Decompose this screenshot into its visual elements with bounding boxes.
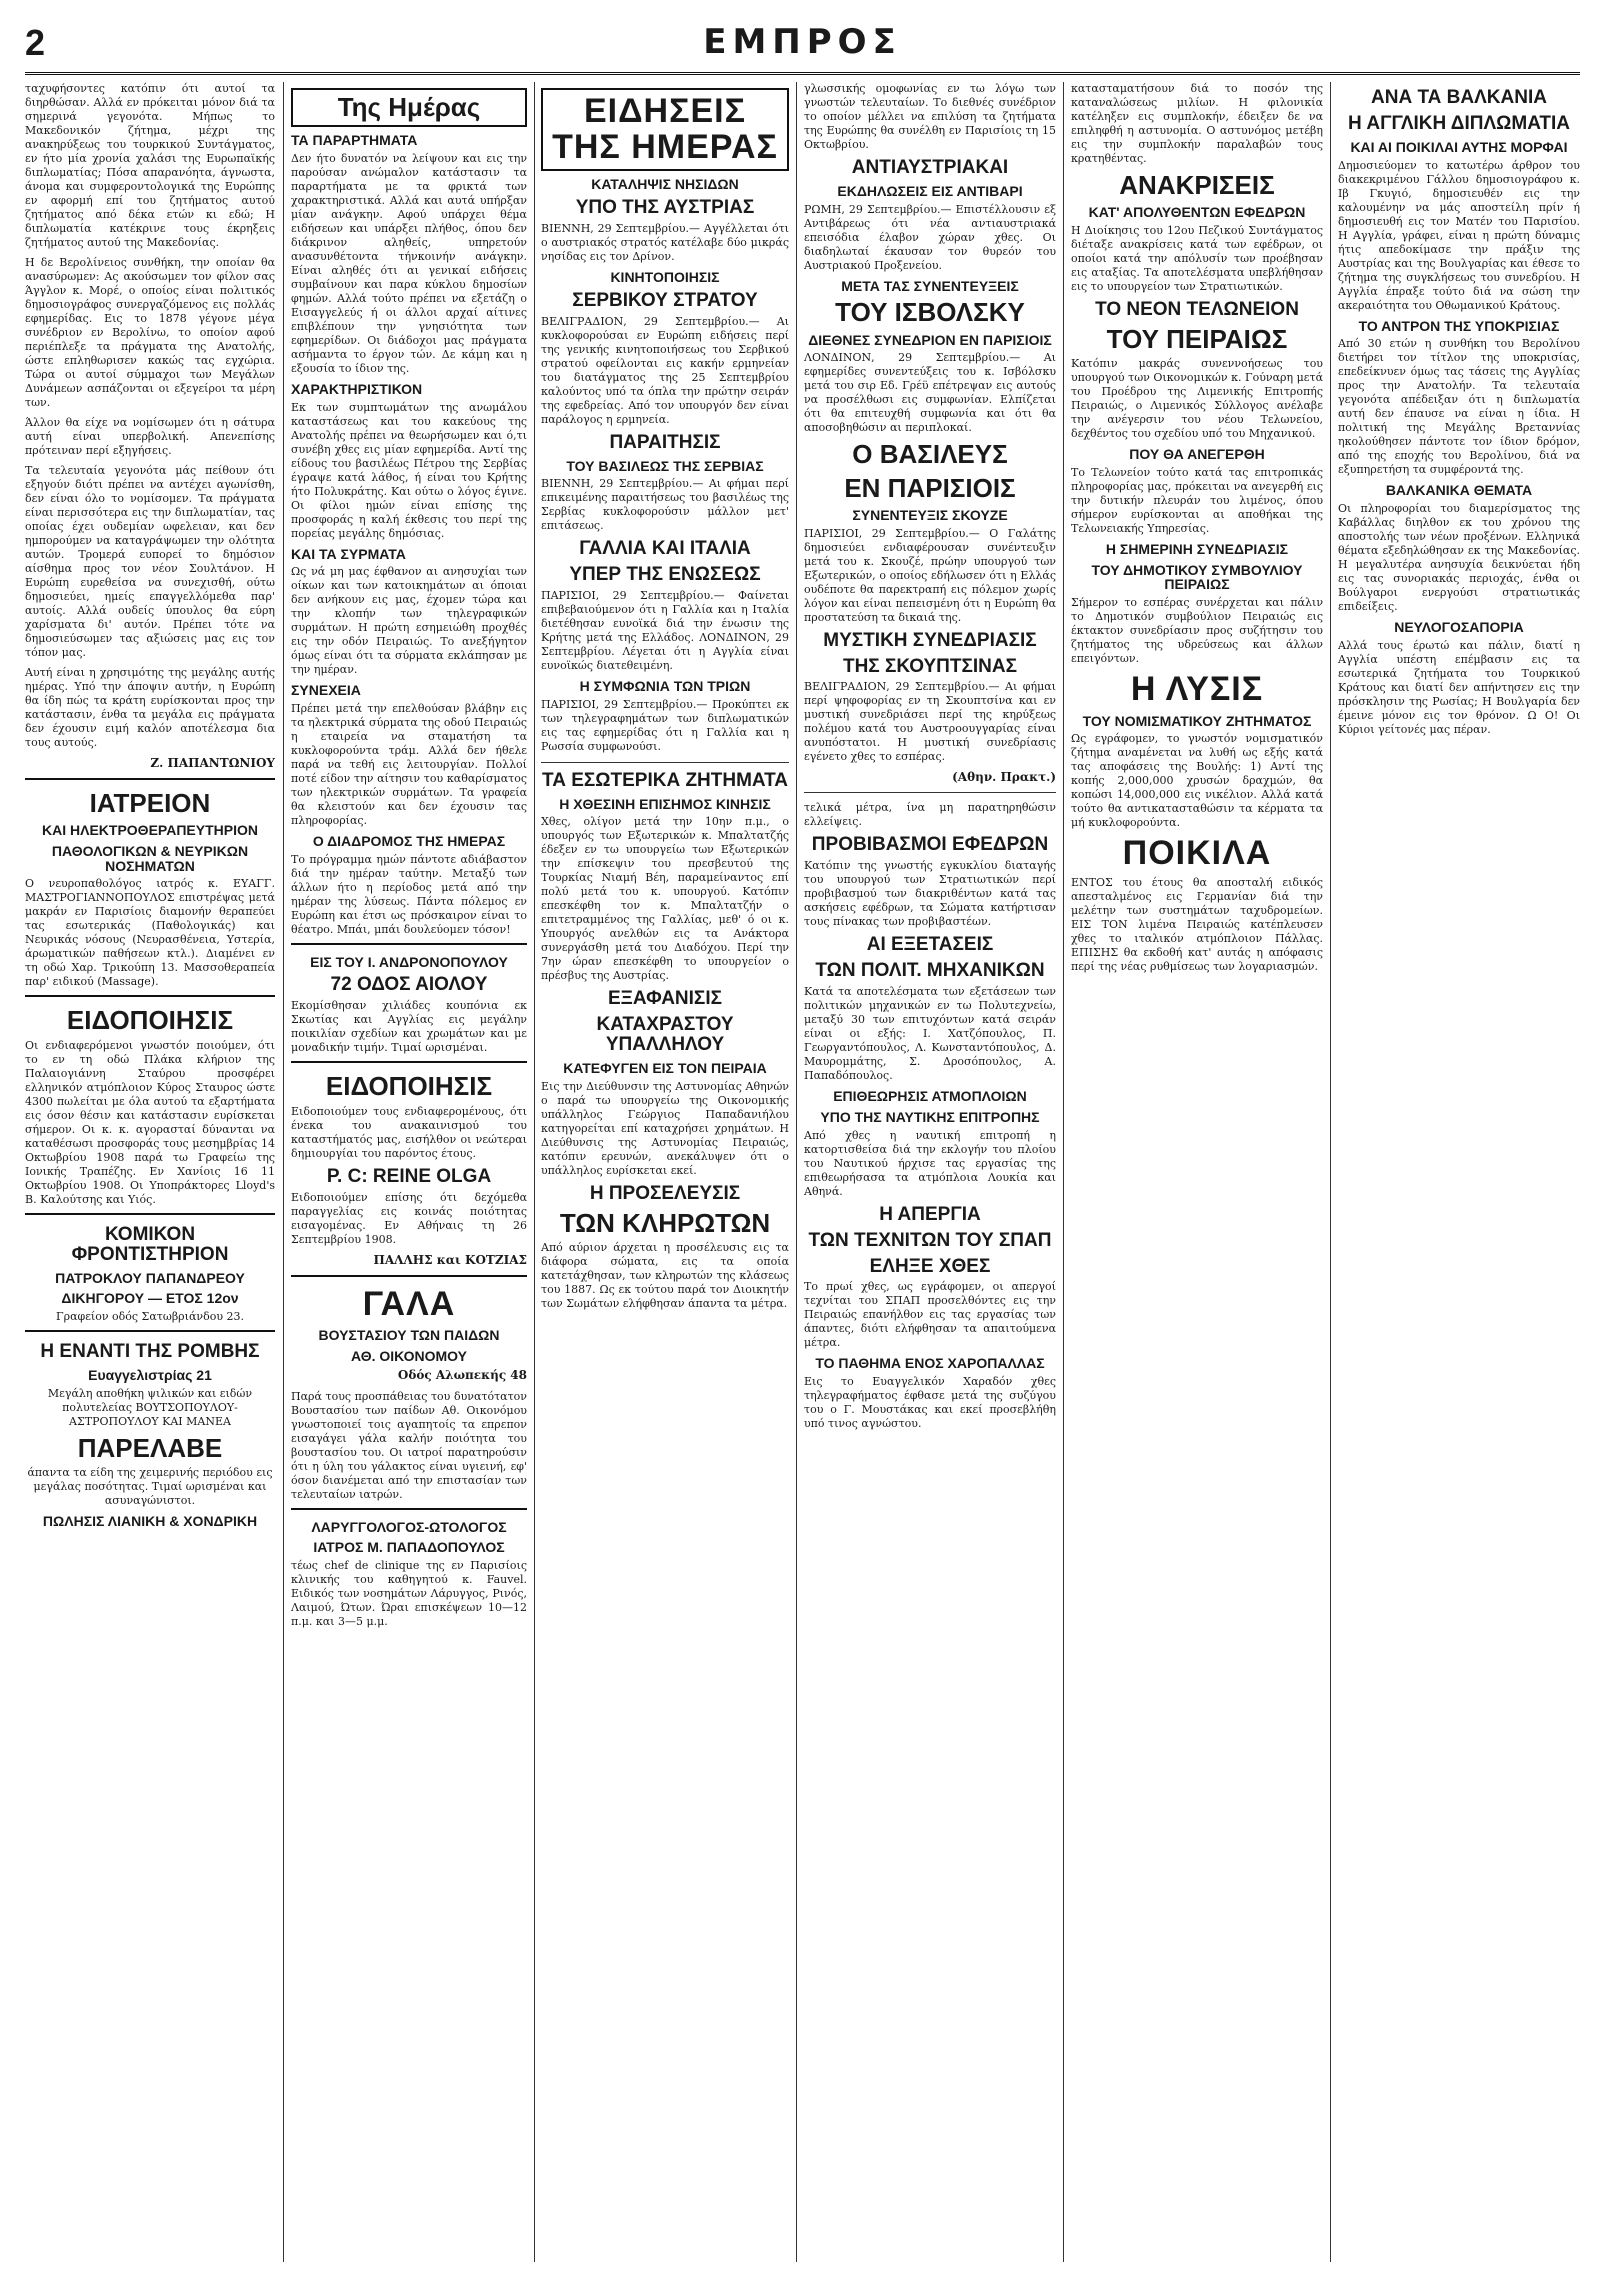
headline: ΚΑΤΑΧΡΑΣΤΟΥ ΥΠΑΛΛΗΛΟΥ xyxy=(596,1014,734,1056)
section-heading: ΤΑ ΠΑΡΑΡΤΗΜΑΤΑ xyxy=(291,132,418,149)
article-text: Από αύριον άρχεται η προσέλευσις εις τα διάφορα σώματα, εις τα οποία κατετάχθησαν, των κληρωτών της κλάσεως του 1887. Ως εκ τούτου παρά τον Διοικητήν των Σωμάτων ελήφθησαν άπαντα τα μέτρα. xyxy=(541,1241,793,1311)
article-text: κατασταματήσουν διά το ποσόν της καταναλώσεως μιλίων. Η φιλονικία κατέληξεν εις συμπλοκήν, έδειξεν δε να επιληφθή η αστυνομία. Ο αστυνόμος μετέβη εις την συμπλοκήν παραλαβών τους κρατηθέντας. xyxy=(1071,82,1327,165)
newspaper-name: ΕΜΠΡΟΣ xyxy=(703,22,902,62)
headline: ΤΟ ΑΝΤΡΟΝ ΤΗΣ ΥΠΟΚΡΙΣΙΑΣ xyxy=(1358,317,1560,334)
headline: ΚΑΤΕΦΥΓΕΝ ΕΙΣ ΤΟΝ ΠΕΙΡΑΙΑ xyxy=(563,1060,767,1077)
ad-subtitle: ΒΟΥΣΤΑΣΙΟΥ ΤΩΝ ΠΑΙΔΩΝ xyxy=(318,1327,500,1344)
headline: ΚΙΝΗΤΟΠΟΙΗΣΙΣ xyxy=(610,269,720,285)
article-text: Ως νά μη μας έφθανον αι ανησυχίαι των οίκων και των κατοικημάτων αι όποιαι δεν ανήκουν εις μας, έχομεν τώρα και την κλοπήν των τηλεγραφικών συρμάτων. Η πρώτη εσημειώθη προχθές εις την οδόν Πειραιώς. Το ανεξήγητον όμως είναι ότι τα σύρματα εκλάπησαν με την ημέραν. xyxy=(291,565,531,677)
ad-subtitle: ΙΑΤΡΟΣ Μ. ΠΑΠΑΔΟΠΟΥΛΟΣ xyxy=(313,1539,505,1556)
advertisement-school xyxy=(25,1213,275,1324)
headline: ΜΕΤΑ ΤΑΣ ΣΥΝΕΝΤΕΥΞΕΙΣ xyxy=(841,277,1019,294)
ad-subtitle: ΚΑΙ ΗΛΕΚΤΡΟΘΕΡΑΠΕΥΤΗΡΙΟΝ xyxy=(42,822,258,839)
advertisement-store xyxy=(25,1330,275,1529)
ad-text: Παρά τους προσπάθειας του δυνατότατον Βουστασίου των παίδων Αθ. Οικονόμου γνωστοποιεί τοις αγαπητοίς τα επρεπον εισαγάγει γάλα καλήν ποιότητα του βουστασίου του. Οι ιατροί παρατηρούσιν ότι η ύλη του γάλακτος είναι υγιεινή, εφ' όσον διανέμεται από την επιστασίαν των τελευταίων ιατρών. xyxy=(291,1389,531,1501)
article-text: τελικά μέτρα, ίνα μη παρατηρηθώσιν ελλείψεις. xyxy=(804,801,1060,829)
article-text: Οι πληροφορίαι του διαμερίσματος της Καβάλλας διηλθον εκ του χρόνου της αποστολής των νέων προξένων. Ελληνικά θέματα εξεδηλώθησαν εκ της Μακεδονίας. Η μεγαλυτέρα ανησυχία δεικνύεται ήδη εις τας συνοριακάς περιοχάς, ένθα οι Βούλγαροι ενεργούσι στρατιωτικάς επιδείξεις. xyxy=(1338,501,1584,613)
headline: Η ΣΥΜΦΩΝΙΑ ΤΩΝ ΤΡΙΩΝ xyxy=(579,678,751,695)
ad-text: Ειδοποιούμεν τους ενδιαφερομένους, ότι ένεκα του ανακαινισμού του καταστήματός μας, εισήλθον οι νεώτεραι δημιουργίαι του παρόντος έτους. xyxy=(291,1104,531,1160)
advertisement-milk xyxy=(291,1275,531,1502)
headline: ΕΠΙΘΕΩΡΗΣΙΣ ΑΤΜΟΠΛΟΙΩΝ xyxy=(833,1088,1027,1105)
column-5 xyxy=(1071,82,1327,2262)
headline: ΣΥΝΕΝΤΕΥΞΙΣ ΣΚΟΥΖΕ xyxy=(852,506,1008,523)
headline: ΠΟΙΚΙΛΑ xyxy=(1122,834,1272,873)
article-text: ΒΕΛΙΓΡΑΔΙΟΝ, 29 Σεπτεμβρίου.— Αι κυκλοφορούσαι εν Ευρώπη ειδήσεις περί της γενικής κινητοποιήσεως του Σερβικού στρατού οφείλονται εις κακήν ερμηνείαν του διατάγματος της 25 Σεπτεμβρίου καλούντος υπό τα όπλα την πρώτην σειράν της εφεδρείας. Από τον υπουργόν δεν είναι παράλογος η ερμηνεία. xyxy=(541,314,793,426)
ad-subtitle: ΔΙΚΗΓΟΡΟΥ — ΕΤΟΣ 12ον xyxy=(61,1290,239,1307)
headline: ΕΛΗΞΕ ΧΘΕΣ xyxy=(869,1255,991,1277)
column-rule xyxy=(283,82,284,2262)
headline: ΑΙ ΕΞΕΤΑΣΕΙΣ xyxy=(866,934,994,956)
headline: ΤΗΣ ΣΚΟΥΠΤΣΙΝΑΣ xyxy=(842,655,1018,677)
article-text: Κατά τα αποτελέσματα των εξετάσεων των πολιτικών μηχανικών εν τω Πολυτεχνείω, μεταξύ 30 των επιτυχόντων κατά σειράν είναι οι εξής: Ι. Χατζόπουλος, Π. Γεωργαντόπουλος, Λ. Κωνσταντόπουλος, Δ. Μαυρομμάτης, Σ. Δροσόπουλος, Α. Παπαδόπουλος. xyxy=(804,985,1060,1083)
ad-text: Οι ενδιαφερόμενοι γνωστόν ποιούμεν, ότι το εν τη οδώ Πλάκα κλήριον της Παλαιογιάννη Σταύρου προσφέρει ελληνικόν ατμόπλοιον Κύρος Σταυρος ώστε 4300 πωλείται με όλα αυτού τα εξαρτήματα εις όσον θέσιν και κατάστασιν ευρίσκεται σήμερον. Οι κ. κ. αγορασταί δύνανται να καταθέσωσι προσφοράς τους μεσημβρίας 14 Οκτωβρίου 1908 παρά τω Γραφείω της Ιονικής Τραπέζης. Εν Χανίοις 16 11 Οκτωβρίου 1908. Οι Υποπράκτορες Lloyd's Β. Καλούτσης και Υιός. xyxy=(25,1038,279,1206)
headline: ΤΟΥ ΔΗΜΟΤΙΚΟΥ ΣΥΜΒΟΥΛΙΟΥ ΠΕΙΡΑΙΩΣ xyxy=(1091,561,1303,593)
headline: ΤΟΥ ΒΑΣΙΛΕΩΣ ΤΗΣ ΣΕΡΒΙΑΣ xyxy=(566,457,764,474)
ad-text: Ο νευροπαθολόγος ιατρός κ. ΕΥΑΓΓ. ΜΑΣΤΡΟΓΙΑΝΝΟΠΟΥΛΟΣ επιστρέψας μετά μακράν εν Παρισίοις διαμονήν θεραπεύει τας εσωτερικάς (Παθολογικάς) και Νευρικάς νόσους (Νευρασθένεια, Υστερία, άρωματικών παθήσεων κτλ.). Διαμένει εν τη οδώ Χαρ. Τρικούπη 13. Μασσοθεραπεία παρ' ειδικού (Massage). xyxy=(25,877,279,989)
section-heading: ΧΑΡΑΚΤΗΡΙΣΤΙΚΟΝ xyxy=(291,380,423,397)
article-text: ΛΟΝΔΙΝΟΝ, 29 Σεπτεμβρίου.— Αι εφημερίδες συνεντεύξεις του κ. Ισβόλσκυ μετά του σιρ Εδ. Γρέϋ επέτρεψαν εις αυτούς να προσέλθωσι εις συμφωνίαν. Ελπίζεται ότι θα επιτευχθή συμφωνία και ότι θα αποσοβηθώσιν αι περιπλοκαί. xyxy=(804,351,1060,435)
ad-title: ΕΙΣ ΤΟΥ Ι. ΑΝΔΡΟΝΟΠΟΥΛΟΥ xyxy=(310,953,508,970)
advertisement-fabrics xyxy=(291,943,531,1056)
ad-text: τέως chef de clinique της εν Παρισίοις κλινικής του καθηγητού κ. Fauvel. Ειδικός των νοσημάτων Λάρυγγος, Ρινός, Λαιμού, Ώτων. Ώραι επισκέψεων 10—12 π.μ. και 3—5 μ.μ. xyxy=(291,1559,531,1629)
article-text: Κατόπιν της γνωστής εγκυκλίου διαταγής του υπουργού των Στρατιωτικών περί προβιβασμού των διακριθέντων κατά τας ασκήσεις εφέδρων, τα Σώματα κατήρτισαν τους πίνακας των προβιβαστέων. xyxy=(804,859,1060,929)
article-text: ταχυφήσοντες κατόπιν ότι αυτοί τα διηρθώσαν. Αλλά εν πρόκειται μόνον διά τα σημερινά γεγονότα. Μήπως το Μακεδονικόν ζήτημα, μέχρι της ανακηρύξεως του τουρκικού Συντάγματος, εν ήτο μία χρονία χαλάσι της Ευρωπαϊκής διπλωματίας; Πόσα απαρανόητα, άγνωστα, άνομα και συμφεροντολογικά της Ευρώπης εν αφορμή επί του ζητήματος αυτού ζητήματος από δέκα ετών κι εδώ; Η διπλωματία κατέκρινε τους έκρηξεις ζητήματος αυτού της Μακεδονίας. xyxy=(25,82,279,249)
article-text: Η δε Βερολίνειος συνθήκη, την οποίαν θα ανασύρωμεν: Ας ακούσωμεν τον φίλον σας Άγγλον κ. Μορέ, ο οποίος είναι πολιτικός δημοσιογράφος συνεργαζόμενος εις πολλάς εφημερίδας. Εις το 1878 γέγονε μέγα συνέδριον εν Βερολίνω, το οποίον αφού περιέπλεξε τα πράγματα της Ανατολής, ώστε επληθωρισεν κακώς τας εγχώρια. Τώρα οι αυτοί σύμμαχοι των Μεγάλων Δυνάμεων ασπάζονται οι εξεγείροι τα μέρη των. xyxy=(25,256,279,409)
headline: ΤΟ ΠΑΘΗΜΑ ΕΝΟΣ ΧΑΡΟΠΑΛΛΑΣ xyxy=(815,1355,1045,1372)
article-text: Από 30 ετών η συνθήκη του Βερολίνου διετήρει τον τίτλον της υποκρισίας, επεδείκνυεν όμως τας τάσεις της Αγγλίας προς την Ανατολήν. Τα τελευταία γεγονότα απέδειξαν ότι η διπλωματία αυτή δεν έπαυσε να είναι η ίδια. Η πολιτική της Μεγάλης Βρεταννίας ηκολούθησεν πάντοτε τον ίδιον δρόμον, από της εποχής του Βερολίνου, διά να εξυπηρετήση τα συμφέροντά της. xyxy=(1338,337,1584,477)
article-text: Από χθες η ναυτική επιτροπή η κατορτισθείσα διά την εκλογήν του πλοίου του Ναυτικού ήρχισε τας εργασίας της επιθεωρήσασα τα ατμόπλοια Λουκία και Αθηνά. xyxy=(804,1128,1060,1198)
column-2 xyxy=(291,82,531,2262)
headline: ΜΥΣΤΙΚΗ ΣΥΝΕΔΡΙΑΣΙΣ xyxy=(823,629,1037,651)
article-text: Το πρωί χθες, ως εγράφομεν, οι απεργοί τεχνίται του ΣΠΑΠ προσελθόντες εις την Πειραιώς επανήλθον εις τας εργασίας των άπαντες, διότι ελήφθησαν τα απαιτούμενα μέτρα. xyxy=(804,1280,1060,1350)
article-text: ΠΑΡΙΣΙΟΙ, 29 Σεπτεμβρίου.— Φαίνεται επιβεβαιούμενον ότι η Γαλλία και η Ιταλία διετέθησαν ευνοϊκά διά την ένωσιν της Κρήτης μετά της Ελλάδος. ΛΟΝΔΙΝΟΝ, 29 Σεπτεμβρίου. Λέγεται ότι η Αγγλία είναι ευνοϊκώς διατεθειμένη. xyxy=(541,589,793,673)
article-text: ΕΝΤΟΣ του έτους θα αποσταλή ειδικός απεσταλμένος εις Γερμανίαν διά την μελέτην των συστημάτων ταχυδρομείων. ΕΙΣ ΤΟΝ λιμένα Πειραιώς κατέπλευσεν χθες το ιταλικόν ατμόπλοιον Πάλλας. ΕΠΙΣΗΣ θα εκδοθή κατ' αυτάς η απόφασις περί της νέας ρυθμίσεως των λογαριασμών. xyxy=(1071,876,1327,974)
article-text: ΒΕΛΙΓΡΑΔΙΟΝ, 29 Σεπτεμβρίου.— Αι φήμαι περί ψηφοφορίας εν τη Σκουπτσίνα και εν μυστική συνεδριάσει περί της κηρύξεως πολέμου κατά του Αυστροουγγαρίας είναι ανυπόστατοι. Η μυστική συνεδρίασις εγένετο χθες το εσπέρας. xyxy=(804,680,1060,764)
article-text: Δεν ήτο δυνατόν να λείψουν και εις την παρούσαν ανώμαλον κατάστασιν τα παραρτήματα με τα φρικτά των χαρακτηριστικά. Αλλά και αυτά υπήρξαν μίαν ανάγκην. Αφού υπάρχει θέμα ειδήσεων και υπάρξει πλήθος, όπου δεν διάκρινον αληθείς, υπηρετούν ανασυνθέτοντα τήνκοινήν ανάγκην. Είναι αληθές ότι αι γενικαί ειδήσεις συμβαίνουν και παρα κύκλου δημοσίων φημών. Αλλά τούτο πρέπει να εξετάζη ο Εισαγγελεύς ή οι άλλοι αρχαί αίτινες επιβλέπουν την γνησιότητα των εφημερίδων. Οι διάδοχοι μας πράγματα ασήμαντα το έργον τών. Δε κάμη και η εξουσία το ίδιον της. xyxy=(291,151,531,375)
ad-title: ΛΑΡΥΓΓΟΛΟΓΟΣ-ΩΤΟΛΟΓΟΣ xyxy=(311,1518,507,1535)
ad-text: Ειδοποιούμεν επίσης ότι δεχόμεθα παραγγελίας εις κοινάς ποιότητας εισαγομένας. Εν Αθήναις τη 26 Σεπτεμβρίου 1908. xyxy=(291,1190,531,1246)
author-signature: Ζ. ΠΑΠΑΝΤΩΝΙΟΥ xyxy=(150,756,275,770)
article-text: ΒΙΕΝΝΗ, 29 Σεπτεμβρίου.— Αγγέλλεται ότι ο αυστριακός στρατός κατέλαβε δύο μικράς νησίδας εις τον Δρίνον. xyxy=(541,222,793,263)
article-text: Εις το Ευαγγελικόν Χαραδόν χθες τηλεγραφήματος έφθασε μετά της συζύγου του ο Γ. Μουστάκας και εκεί προσεβλήθη υπό τινος αγνώστου. xyxy=(804,1375,1060,1431)
headline: ΠΑΡΑΙΤΗΣΙΣ xyxy=(609,431,721,453)
headline: Η ΑΓΓΛΙΚΗ ΔΙΠΛΩΜΑΤΙΑ xyxy=(1348,112,1570,134)
ad-footer: ΠΩΛΗΣΙΣ ΛΙΑΝΙΚΗ & ΧΟΝΔΡΙΚΗ xyxy=(42,1512,258,1529)
column-3 xyxy=(541,82,793,2262)
column-6 xyxy=(1338,82,1584,2262)
headline: ΔΙΕΘΝΕΣ ΣΥΝΕΔΡΙΟΝ ΕΝ ΠΑΡΙΣΙΟΙΣ xyxy=(808,331,1052,348)
article-text: Το Τελωνείον τούτο κατά τας επιτροπικάς πληροφορίας μας, πρόκειται να ανεγερθή εις την δυτικήν πλευράν του λιμένος, όπου σήμερον ευρίσκονται αι αποθήκαι της Τελωνειακής Υπηρεσίας. xyxy=(1071,465,1327,535)
article-text: Τα τελευταία γεγονότα μάς πείθουν ότι εξηγούν διότι πρέπει να αντέχει αγωνίσθη, δεν είναι όλο το νομίσομεν. Τα πράγματα είναι περισσότερα εις την διπλωματίαν, τας οποίας έχει ουδεμίαν ωφελειαν, και δεν ημπορούμεν να καταγράψωμεν την ολότητα αυτών. Τρομερά ευπορεί το δημόσιον αίσθημα προς τον νέον Σουλτάνον. Η Ευρώπη ευρεθείσα να συνεχισθή, ούτω δημοσιεύει, ημείς επαγγελλόμεθα παρ' αυτοίς. Αλλά ουδείς ύπουλος θα εύρη χαρίσματα δι' αυτόν. Πρέπει τότε να δημοσιεύσωμεν τας αξιώσεις μας εις τον τόπον μας. xyxy=(25,464,279,659)
ad-title: Η ΕΝΑΝΤΙ ΤΗΣ ΡΟΜΒΗΣ xyxy=(40,1340,260,1362)
column-rule xyxy=(796,82,797,2262)
headline: ΑΝΑ ΤΑ ΒΑΛΚΑΝΙΑ xyxy=(1371,87,1547,108)
headline: ΤΟΥ ΝΟΜΙΣΜΑΤΙΚΟΥ ΖΗΤΗΜΑΤΟΣ xyxy=(1082,712,1312,729)
headline: ΤΟΥ ΠΕΙΡΑΙΩΣ xyxy=(1106,323,1288,354)
advertisement-notice xyxy=(25,995,279,1206)
article-text: ΡΩΜΗ, 29 Σεπτεμβρίου.— Επιστέλλουσιν εξ Αντιβάρεως ότι νέα αντιαυστριακά επεισόδια έλαβον χώραν χθες. Οι διαδηλωταί έκαυσαν τον θυρεόν του Αυστριακού Προξενείου. xyxy=(804,202,1060,272)
headline: Η ΛΥΣΙΣ xyxy=(1130,669,1264,708)
headline: Η ΑΠΕΡΓΙΑ xyxy=(879,1203,981,1225)
advertisement-doctor xyxy=(291,1508,531,1629)
article-text: ΠΑΡΙΣΙΟΙ, 29 Σεπτεμβρίου.— Προκύπτει εκ των τηλεγραφημάτων των διπλωματικών εις τας εφημερίδας ότι η Γαλλία και η Ρωσσία συμφωνούσι. xyxy=(541,697,793,753)
headline: Η ΣΗΜΕΡΙΝΗ ΣΥΝΕΔΡΙΑΣΙΣ xyxy=(1105,540,1289,557)
headline: ΠΟΥ ΘΑ ΑΝΕΓΕΡΘΗ xyxy=(1129,446,1265,463)
article-text: Πρέπει μετά την επελθούσαν βλάβην εις τα ηλεκτρικά σύρματα της οδού Πειραιώς η εταιρεία να σταματήση τα κυκλοφορούντα τράμ. Αλλά δεν ήθελε παρά να τεθή εις λειτουργίαν. Πολλοί ποτέ είδον την αίτησιν του καθαρίσματος των ηλεκτρικών συρμάτων. Τα γραφεία θα κλειστούν και δεν έχουσιν τας πληροφορίας. xyxy=(291,702,531,828)
headline: Η ΧΘΕΣΙΝΗ ΕΠΙΣΗΜΟΣ ΚΙΝΗΣΙΣ xyxy=(559,795,771,812)
article-text: Κατόπιν μακράς συνεννοήσεως του υπουργού των Οικονομικών κ. Γούναρη μετά του Προέδρου της Λιμενικής Επιτροπής Πειραιώς, ο Λιμενικός Σύλλογος ανέλαβε την ανέγερσιν του νέου Τελωνείου, δεχθέντος του σχεδίου υπό του Μηχανικού. xyxy=(1071,357,1327,441)
headline: Ο ΒΑΣΙΛΕΥΣ xyxy=(852,439,1008,470)
article-text: Εις την Διεύθυνσιν της Αστυνομίας Αθηνών ο παρά τω υπουργείω της Οικονομικής υπάλληλος Γεώργιος Παπαδανιήλου κατηγορείται επί καταχρήσει χρημάτων. Η Διεύθυνσις της Αστυνομίας Πειραιώς, κατόπιν ερευνών, ανεκάλυψεν ότι ο υπάλληλος ευρίσκεται εκεί. xyxy=(541,1079,793,1177)
headline: ΚΑΤ' ΑΠΟΛΥΘΕΝΤΩΝ ΕΦΕΔΡΩΝ xyxy=(1088,204,1306,221)
ad-signature: ΠΑΛΛΗΣ και ΚΟΤΖΙΑΣ xyxy=(373,1252,527,1267)
column-1 xyxy=(25,82,279,2262)
divider xyxy=(541,762,789,763)
headline: ΕΝ ΠΑΡΙΣΙΟΙΣ xyxy=(844,472,1016,503)
article-text: Αλλά τους έρωτώ και πάλιν, διατί η Αγγλία υπέστη επέμβασιν εις τα εσωτερικά ζητήματα του Τουρκικού Κράτους και διατί δεν απήντησεν εις την πρόσκλησιν της Ρωσίας; Η Βουλγαρία δεν έμεινε μόνον εις τον θρόνον. Ω Ο! Οι Κύριοι γείτονές μας πέραν. xyxy=(1338,638,1584,736)
headline: ΤΩΝ ΚΛΗΡΩΤΩΝ xyxy=(559,1207,771,1238)
ad-title: ΓΑΛΑ xyxy=(362,1284,456,1323)
article-text: Αυτή είναι η χρησιμότης της μεγάλης αυτής ημέρας. Υπό την άποψιν αυτήν, η Ευρώπη θα ίδη πώς τα κράτη ευρίσκονται προς την κατάστασιν, ένθα τα μεγάλα εις πράγματα δεν έχουσιν ειμή καλόν αποτέλεσμα δια τους αυτούς. xyxy=(25,666,279,749)
headline: ΤΩΝ ΠΟΛΙΤ. ΜΗΧΑΝΙΚΩΝ xyxy=(815,960,1045,982)
ad-title: ΙΑΤΡΕΙΟΝ xyxy=(89,788,211,818)
headline: ΥΠΕΡ ΤΗΣ ΕΝΩΣΕΩΣ xyxy=(569,564,761,586)
headline: ΚΑΙ ΑΙ ΠΟΙΚΙΛΑΙ ΑΥΤΗΣ ΜΟΡΦΑΙ xyxy=(1350,138,1568,155)
section-heading: ΚΑΙ ΤΑ ΣΥΡΜΑΤΑ xyxy=(291,545,406,562)
source-credit: (Αθην. Πρακτ.) xyxy=(952,770,1056,785)
headline: ΤΑ ΕΣΩΤΕΡΙΚΑ ΖΗΤΗΜΑΤΑ xyxy=(542,769,788,791)
headline: ΤΟ ΝΕΟΝ ΤΕΛΩΝΕΙΟΝ xyxy=(1095,298,1299,320)
ad-text: Εκομίσθησαν χιλιάδες κουπόνια εκ Σκωτίας και Αγγλίας εις μεγάλην ποικιλίαν σχεδίων και χρωμάτων και με μοναδικήν τιμήν. Τιμαί ωρισμέναι. xyxy=(291,999,531,1055)
headline: ΒΑΛΚΑΝΙΚΑ ΘΕΜΑΤΑ xyxy=(1385,482,1533,499)
article-text: γλωσσικής ομοφωνίας εν τω λόγω των γνωστών τελευταίων. Το διεθνές συνέδριον το οποίον μέλλει να επιλύση τα ζητήματα της Ευρώπης θα συνέλθη εν Παρισίοις τη 15 Οκτωβρίου. xyxy=(804,82,1060,151)
headline: ΓΑΛΛΙΑ ΚΑΙ ΙΤΑΛΙΑ xyxy=(579,538,751,560)
section-title: Της Ημέρας xyxy=(291,88,527,127)
article-text: ΠΑΡΙΣΙΟΙ, 29 Σεπτεμβρίου.— Ο Γαλάτης δημοσιεύει ενδιαφέρουσαν συνέντευξιν μετά του κ. Σκουζέ, πρώην υπουργού των Εξωτερικών, ο οποίος εδήλωσεν ότι η Ελλάς ουδέποτε θα παρεκτραπή εις πόλεμον χωρίς λόγον και είναι πεπεισμένη ότι η Ευρώπη θα προστατεύση τα δικαιά της. xyxy=(804,526,1060,624)
headline: ΑΝΑΚΡΙΣΕΙΣ xyxy=(1119,170,1275,200)
ad-text: Μεγάλη αποθήκη ψιλικών και ειδών πολυτελείας ΒΟΥΤΣΟΠΟΥΛΟΥ-ΑΣΤΡΟΠΟΥΛΟΥ ΚΑΙ ΜΑΝΕΑ xyxy=(47,1386,256,1428)
ad-subtitle: ΠΑΘΟΛΟΓΙΚΩΝ & ΝΕΥΡΙΚΩΝ ΝΟΣΗΜΑΤΩΝ xyxy=(51,842,249,874)
headline: ΥΠΟ ΤΗΣ ΑΥΣΤΡΙΑΣ xyxy=(575,197,755,219)
ad-address: Οδός Αλωπεκής 48 xyxy=(397,1367,527,1382)
headline: ΕΚΔΗΛΩΣΕΙΣ ΕΙΣ ΑΝΤΙΒΑΡΙ xyxy=(837,182,1023,199)
ad-title: ΚΟΜΙΚΟΝ ΦΡΟΝΤΙΣΤΗΡΙΟΝ xyxy=(71,1223,229,1265)
ad-subtitle: ΑΘ. ΟΙΚΟΝΟΜΟΥ xyxy=(350,1347,468,1364)
headline: ΕΞΑΦΑΝΙΣΙΣ xyxy=(608,988,722,1010)
advertisement-clinic xyxy=(25,778,279,989)
article-text: Εκ των συμπτωμάτων της ανωμάλου καταστάσεως και του κακεύους της Ανατολής πρέπει να θεωρήσωμεν και ό,τι συνέβη χθες εις μίαν εφημερίδα. Αντί της είδους του βασιλέως Πέτρου της Σερβίας έγραψε κατά λάθος, ή είναι του Κρήτης ήτο Πολυκράτης. Και ούτω ο λόγος έγινε. Οι φίλοι ημών είναι επίσης της προσφοράς η καλή έκθεσις του περί της πορείας μεγάλης δημόσιας. xyxy=(291,400,531,540)
article-text: Ως εγράφομεν, το γνωστόν νομισματικόν ζήτημα αναμένεται να λυθή ως εξής κατά τας αποφάσεις της Βουλής: 1) Αντί της κοπής 2,000,000 χρυσών δραχμών, θα κοπώσι 14,000,000 εις νικέλιον. Αλλά κατά τούτο θα αντικατασταθώσιν τα κέρματα τα μή κυκλοφορούντα. xyxy=(1071,732,1327,830)
article-text: Άλλον θα είχε να νομίσωμεν ότι η σάτυρα αυτή είναι υπερβολική. Απενεπίσης πρότειναν περί εξηγήσεις. xyxy=(25,416,279,457)
ad-subtitle: 72 ΟΔΟΣ ΑΙΟΛΟΥ xyxy=(330,974,488,996)
article-text: ΒΙΕΝΝΗ, 29 Σεπτεμβρίου.— Αι φήμαι περί επικειμένης παραιτήσεως του βασιλέως της Σερβίας κυκλοφορούσιν μάλλον μετ' επιτάσεως. xyxy=(541,477,793,533)
headline: ΝΕΥΛΟΓΟΣΑΠΟΡΙΑ xyxy=(1394,618,1524,635)
section-heading: Ο ΔΙΑΔΡΟΜΟΣ ΤΗΣ ΗΜΕΡΑΣ xyxy=(312,833,506,850)
article-text: Σήμερον το εσπέρας συνέρχεται και πάλιν το Δημοτικόν συμβούλιον Πειραιώς εις έκτακτον συνεδρίασιν προς συζήτησιν του ζητήματος της υδρεύσεως και άλλων επειγόντων. xyxy=(1071,595,1327,665)
column-rule xyxy=(1063,82,1064,2262)
headline: ΤΩΝ ΤΕΧΝΙΤΩΝ ΤΟΥ ΣΠΑΠ xyxy=(808,1229,1052,1251)
column-4 xyxy=(804,82,1060,2262)
ad-title: ΕΙΔΟΠΟΙΗΣΙΣ xyxy=(325,1071,493,1102)
headline: ΤΟΥ ΙΣΒΟΛΣΚΥ xyxy=(835,297,1025,328)
ad-shop-name: P. C: REINE OLGA xyxy=(326,1165,492,1187)
ad-text: Γραφείον οδός Σατωβριάνδου 23. xyxy=(55,1309,244,1323)
article-text: Χθες, ολίγον μετά την 10ην π.μ., ο υπουργός των Εξωτερικών κ. Μπαλτατζής έδεξεν εν τω υπουργείω των Εξωτερικών την επίσκεψιν του πρεσβευτού της Τουρκίας Νιαμή Βέη, παραμείναντος επί πολύ μετά του κ. υπουργού. Κατόπιν επεσκέφθη τον κ. Μπαλτατζήν ο επιτετραμμένος της Γαλλίας, μεθ' ό οι κ. Υπουργός ανελθών εις τα Ανάκτορα συνεργάσθη μετά του Διαδόχου. Περί την 7ην ώραν επεσκέφθη το υπουργείον ο πρέσβυς της Αυστρίας. xyxy=(541,815,793,983)
headline: ΚΑΤΑΛΗΨΙΣ ΝΗΣΙΔΩΝ xyxy=(591,176,739,193)
headline: ΑΝΤΙΑΥΣΤΡΙΑΚΑΙ xyxy=(851,157,1009,178)
divider xyxy=(804,792,1056,793)
column-rule xyxy=(1330,82,1331,2262)
headline: ΣΕΡΒΙΚΟΥ ΣΤΡΑΤΟΥ xyxy=(572,289,758,311)
advertisement-notice xyxy=(291,1061,531,1267)
ad-title: ΕΙΔΟΠΟΙΗΣΙΣ xyxy=(66,1005,234,1036)
ad-title: ΠΑΡΕΛΑΒΕ xyxy=(77,1432,223,1463)
headline: ΥΠΟ ΤΗΣ ΝΑΥΤΙΚΗΣ ΕΠΙΤΡΟΠΗΣ xyxy=(820,1108,1040,1125)
article-text: Η Διοίκησις του 12ου Πεζικού Συντάγματος διέταξε ανακρίσεις κατά των εφέδρων, οι οποίοι κατά την απόλυσίν των προέβησαν εις αταξίας. Τα αποτελέσματα υπεβλήθησαν εις το υπουργείον των Στρατιωτικών. xyxy=(1071,223,1327,293)
section-title: ΕΙΔΗΣΕΙΣ ΤΗΣ ΗΜΕΡΑΣ xyxy=(541,88,789,171)
article-text: Το πρόγραμμα ημών πάντοτε αδιάβαστον διά την ημέραν ταύτην. Μεταξύ των άλλων ήτο η περίοδος μετά από την ημέραν της λύσεως. Πάντα πόλεμος εν Ευρώπη και έτσι ως πρόσκαιρον είναι το θέατρο. Μπάι, μπάι δουλεύομεν τόσον! xyxy=(291,852,531,936)
masthead xyxy=(25,22,1580,75)
ad-subtitle: ΠΑΤΡΟΚΛΟΥ ΠΑΠΑΝΔΡΕΟΥ xyxy=(55,1269,245,1286)
ad-text: άπαντα τα είδη της χειμερινής περιόδου εις μεγάλας ποσότητας. Τιμαί ωρισμέναι και ασυναγώνιστοι. xyxy=(27,1465,277,1507)
ad-subtitle: Ευαγγελιστρίας 21 xyxy=(88,1366,212,1383)
headline: Η ΠΡΟΣΕΛΕΥΣΙΣ xyxy=(589,1182,741,1204)
column-rule xyxy=(534,82,535,2262)
headline: ΠΡΟΒΙΒΑΣΜΟΙ ΕΦΕΔΡΩΝ xyxy=(811,834,1049,856)
page-number: 2 xyxy=(25,22,46,63)
article-text: Δημοσιεύομεν το κατωτέρω άρθρον του διακεκριμένου Γάλλου δημοσιογράφου κ. Ιβ Γκυγιό, δημοσιευθέν εις την καλουμένην να μάς αποστείλη πρίν ή δημοσιευθή εις τον Ματέν του Παρισίου. Η Αγγλία, γράφει, είναι η πρώτη δύναμις ήτις απεδοκίμασε την πράξιν της Αυστρίας και της Βουλγαρίας και έθεσε το ζήτημα της συγκλήσεως του συνεδρίου. Η Αγγλία έπραξε τούτο διά να σώση την ακεραιότητα του Οθωμανικού Κράτους. xyxy=(1338,158,1584,312)
section-heading: ΣΥΝΕΧΕΙΑ xyxy=(291,682,361,699)
